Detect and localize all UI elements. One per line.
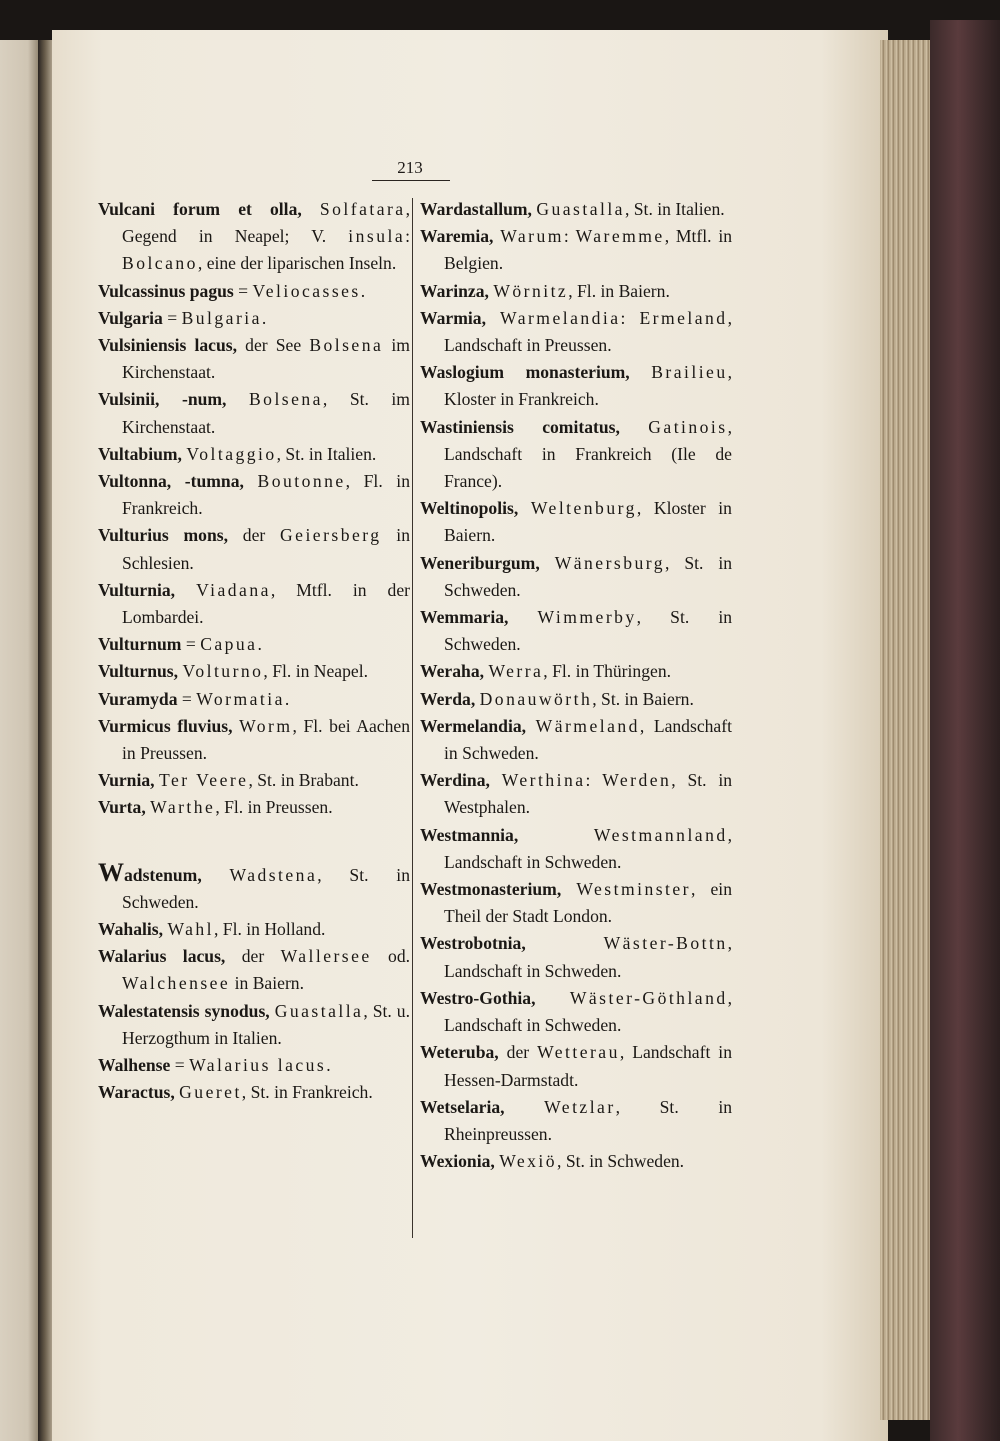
modern-name: Worm [239, 715, 293, 736]
latin-headword: Westmonasterium, [420, 879, 562, 900]
latin-headword: Waslogium monasterium, [420, 362, 630, 383]
entry-text: der [225, 946, 281, 967]
entry-text: , St. in Brabant. [248, 770, 359, 791]
entry-text: , St. in Italien. [276, 443, 377, 464]
latin-headword: Vultonna, -tumna, [98, 471, 244, 492]
entry-text [518, 825, 594, 845]
entry-text [526, 933, 604, 953]
modern-name: Guastalla [536, 199, 625, 219]
previous-page-edge [0, 40, 40, 1441]
gazetteer-entry [420, 359, 732, 413]
entry-text [486, 308, 500, 328]
entry-text: , Kloster in Frankreich. [444, 362, 732, 410]
gazetteer-entry [98, 305, 410, 332]
latin-headword: Weltinopolis, [420, 498, 519, 519]
gazetteer-entry [420, 414, 732, 496]
modern-name: Wetterau [537, 1042, 620, 1063]
modern-name: Werden [602, 770, 672, 791]
modern-name: Ter Veere [158, 770, 249, 791]
modern-name: Wärmeland [535, 715, 640, 736]
modern-name: Werra [488, 661, 544, 682]
section-initial-letter: W [98, 857, 124, 887]
gazetteer-entry [420, 658, 732, 685]
entry-text: : [585, 770, 603, 791]
modern-name: Donauwörth [479, 688, 593, 709]
modern-name: Wetzlar [544, 1096, 616, 1117]
latin-headword: Vurmicus fluvius, [98, 715, 233, 736]
latin-headword: adstenum, [124, 864, 202, 885]
gazetteer-entry [420, 1148, 732, 1175]
modern-name: Walarius lacus [189, 1055, 327, 1076]
gazetteer-entry [98, 332, 410, 386]
entry-text [505, 1097, 545, 1117]
modern-name: Gueret [179, 1082, 242, 1103]
modern-name: Bolsena [309, 335, 384, 356]
modern-name: Brailieu [651, 362, 728, 383]
entry-text [508, 607, 537, 627]
entry-text: , St. im Kirchenstaat. [122, 389, 410, 437]
latin-headword: Walarius lacus, [98, 946, 226, 967]
entry-text [630, 362, 652, 382]
entry-text: der [498, 1042, 538, 1063]
gazetteer-entry [420, 196, 732, 223]
modern-name: Volturno [182, 661, 264, 682]
entry-text: , Mtfl. in der Lombardei. [122, 579, 410, 628]
latin-headword: Walhense [98, 1055, 171, 1076]
entry-text [620, 417, 648, 437]
right-column [420, 196, 732, 1175]
gazetteer-entry [98, 658, 410, 685]
latin-headword: Waremia, [420, 226, 494, 247]
entry-text: . [326, 1055, 331, 1076]
latin-headword: Waractus, [98, 1082, 175, 1103]
entry-text: , Fl. in Preussen. [215, 797, 333, 818]
modern-name: Warum [500, 226, 564, 247]
modern-name: Wormatia [196, 688, 285, 709]
entry-text: : [405, 226, 410, 247]
gazetteer-entry [98, 468, 410, 522]
modern-name: Wimmerby [537, 607, 637, 628]
entry-text: in Baiern. [230, 973, 304, 994]
entry-text: , St. in Frankreich. [241, 1082, 373, 1103]
latin-headword: Warmia, [420, 307, 486, 328]
entry-text: , St. in Westphalen. [444, 770, 733, 818]
modern-name: Bulgaria [181, 307, 262, 328]
latin-headword: Westrobotnia, [420, 933, 526, 954]
latin-headword: Vulturnus, [98, 661, 179, 682]
gazetteer-entry [420, 713, 732, 767]
modern-name: Veliocasses [252, 280, 361, 301]
gazetteer-entry [98, 386, 410, 440]
gazetteer-entry [98, 196, 410, 278]
entry-text: , Landschaft in Preussen. [444, 307, 732, 356]
entry-text [518, 498, 531, 518]
entry-text: , St. in Schweden. [122, 864, 410, 912]
latin-headword: Vulsiniensis lacus, [98, 335, 238, 356]
modern-name: Warmelandia [500, 307, 621, 328]
entry-text [302, 199, 320, 219]
latin-headword: Westmannia, [420, 824, 519, 845]
page-number: 213 [397, 158, 423, 177]
modern-name: Wörnitz [493, 280, 569, 301]
modern-name: insula [348, 226, 406, 247]
gazetteer-entry [98, 278, 410, 305]
modern-name: Werthina [501, 770, 586, 791]
latin-headword: Vulturnum [98, 634, 182, 655]
gazetteer-entry [98, 998, 410, 1052]
latin-headword: Warinza, [420, 280, 489, 301]
gazetteer-entry [98, 577, 410, 631]
gazetteer-entry [98, 686, 410, 713]
modern-name: Wadstena [229, 864, 318, 885]
entry-text [226, 389, 249, 409]
gazetteer-entry [98, 767, 410, 794]
modern-name: Boutonne [257, 471, 346, 492]
entry-text [536, 988, 570, 1008]
entry-text: : [620, 307, 640, 328]
gazetteer-entry [420, 223, 732, 277]
left-column [98, 196, 410, 1107]
modern-name: Wäster-Bottn [603, 933, 728, 954]
gazetteer-entry [98, 713, 410, 767]
modern-name: Bolcano [122, 253, 198, 274]
latin-headword: Vuramyda [98, 688, 178, 709]
latin-headword: Wardastallum, [420, 199, 532, 219]
entry-text: , Landschaft in Schweden. [444, 715, 732, 764]
gazetteer-entry [420, 767, 732, 821]
entry-text: , St. u. Herzogthum in Italien. [122, 1000, 410, 1048]
modern-name: Guastalla [274, 1000, 364, 1021]
entry-text: . [360, 280, 366, 301]
entry-text: = [181, 634, 201, 655]
entry-text: , St. in Rheinpreussen. [444, 1096, 733, 1144]
entry-text: , Fl. in Neapel. [263, 661, 368, 682]
latin-headword: Wermelandia, [420, 715, 527, 736]
page-number-rule [372, 180, 450, 181]
entry-text [490, 770, 502, 790]
entry-text: . [257, 634, 262, 655]
gazetteer-entry [420, 1039, 732, 1093]
entry-text [175, 580, 196, 600]
gazetteer-entry [98, 857, 410, 916]
latin-headword: Vulcassinus pagus [98, 280, 234, 301]
entry-text: , Fl. in Baiern. [568, 280, 670, 301]
gazetteer-entry [420, 278, 732, 305]
modern-name: Wexiö [499, 1151, 558, 1172]
modern-name: Waremme [575, 226, 665, 247]
entry-text: = [233, 280, 253, 301]
entry-text: , Landschaft in Hessen-Darmstadt. [444, 1042, 732, 1090]
modern-name: Voltaggio [186, 443, 277, 464]
modern-name: Westminster [576, 879, 691, 900]
entry-text: = [170, 1055, 190, 1076]
gazetteer-entry [98, 1052, 410, 1079]
entry-text: = [177, 688, 197, 709]
latin-headword: Weteruba, [420, 1042, 499, 1063]
entry-text: , Landschaft in Schweden. [444, 824, 732, 872]
latin-headword: Wetselaria, [420, 1096, 505, 1117]
entry-text: der See [237, 335, 310, 356]
gazetteer-entry [420, 495, 732, 549]
gazetteer-entry [98, 1079, 410, 1106]
gazetteer-entry [420, 930, 732, 984]
modern-name: Warthe [150, 797, 216, 818]
modern-name: Wänersburg [554, 552, 665, 573]
entry-text: , Fl. in Frankreich. [122, 471, 410, 519]
latin-headword: Walestatensis synodus, [98, 1000, 270, 1021]
gazetteer-entry [420, 822, 732, 876]
gazetteer-entry [420, 985, 732, 1039]
latin-headword: Weneriburgum, [420, 552, 540, 573]
gazetteer-entry [420, 1094, 732, 1148]
modern-name: Westmannland [593, 824, 728, 845]
gazetteer-entry [420, 686, 732, 713]
modern-name: Weltenburg [530, 498, 637, 519]
latin-headword: Westro-Gothia, [420, 987, 536, 1008]
latin-headword: Werdina, [420, 770, 490, 791]
modern-name: Solfatara [319, 199, 406, 219]
gazetteer-entry [98, 441, 410, 468]
latin-headword: Vulcani forum et olla, [98, 199, 302, 219]
entry-text: in Schlesien. [122, 525, 410, 573]
entry-text: : [563, 226, 576, 247]
entry-text: . [261, 307, 267, 328]
gazetteer-entry [420, 604, 732, 658]
modern-name: Walchensee [122, 973, 231, 994]
latin-headword: Werda, [420, 688, 476, 709]
gazetteer-entry [98, 522, 410, 576]
modern-name: Wäster-Göthland [569, 987, 728, 1008]
latin-headword: Vulsinii, -num, [98, 389, 227, 410]
modern-name: Viadana [196, 579, 271, 600]
modern-name: Geiersberg [280, 525, 382, 546]
entry-text: . [284, 688, 290, 709]
gazetteer-entry [420, 550, 732, 604]
entry-text [526, 716, 536, 736]
latin-headword: Vurta, [98, 797, 146, 818]
entry-text: , ein Theil der Stadt London. [444, 879, 732, 927]
entry-text: , St. in Schweden. [557, 1151, 685, 1172]
latin-headword: Vulturius mons, [98, 525, 228, 546]
entry-text: = [162, 307, 182, 328]
latin-headword: Vurnia, [98, 770, 155, 791]
entry-text [561, 879, 576, 899]
latin-headword: Wemmaria, [420, 607, 509, 628]
entry-text: , Kloster in Baiern. [444, 498, 732, 546]
section-gap [98, 822, 410, 860]
entry-text: , eine der liparischen Inseln. [197, 253, 397, 274]
entry-text: od. [371, 946, 411, 967]
entry-text: der [228, 525, 281, 546]
latin-headword: Wahalis, [98, 919, 164, 940]
latin-headword: Weraha, [420, 661, 485, 682]
entry-text [244, 471, 258, 491]
gazetteer-entry [98, 794, 410, 821]
entry-text: , Landschaft in Schweden. [444, 987, 732, 1036]
entry-text: , Gegend in Neapel; V. [122, 199, 410, 247]
gazetteer-entry [98, 631, 410, 658]
modern-name: Capua [200, 634, 258, 655]
entry-text: , Fl. bei Aachen in Preussen. [122, 715, 410, 764]
entry-text [540, 553, 555, 573]
entry-text: , Landschaft in Frankreich (Ile de France). [444, 416, 732, 492]
entry-text: , Landschaft in Schweden. [444, 933, 732, 981]
entry-text: , St. in Schweden. [444, 552, 733, 600]
entry-text [202, 865, 230, 885]
column-divider [412, 198, 413, 1238]
entry-text: , St. in Italien. [624, 199, 725, 219]
latin-headword: Vulgaria [98, 307, 163, 328]
latin-headword: Wexionia, [420, 1151, 495, 1172]
entry-text: , Fl. in Holland. [213, 919, 326, 940]
entry-text: , Mtfl. in Belgien. [444, 226, 733, 274]
modern-name: Ermeland [639, 307, 728, 328]
latin-headword: Wastiniensis comitatus, [420, 416, 620, 437]
entry-text: , St. in Schweden. [444, 607, 732, 655]
gazetteer-entry [98, 916, 410, 943]
gazetteer-entry [420, 876, 732, 930]
modern-name: Bolsena [248, 389, 323, 410]
gazetteer-entry [98, 943, 410, 997]
gazetteer-entry [420, 305, 732, 359]
modern-name: Gatinois [648, 416, 728, 437]
entry-text: , Fl. in Thüringen. [543, 661, 672, 682]
modern-name: Wahl [167, 919, 214, 940]
latin-headword: Vulturnia, [98, 579, 176, 600]
entry-text: , St. in Baiern. [592, 688, 694, 709]
entry-text: im Kirchenstaat. [122, 335, 410, 383]
book-cover-edge [930, 20, 1000, 1441]
modern-name: Wallersee [280, 946, 372, 967]
latin-headword: Vultabium, [98, 443, 182, 464]
